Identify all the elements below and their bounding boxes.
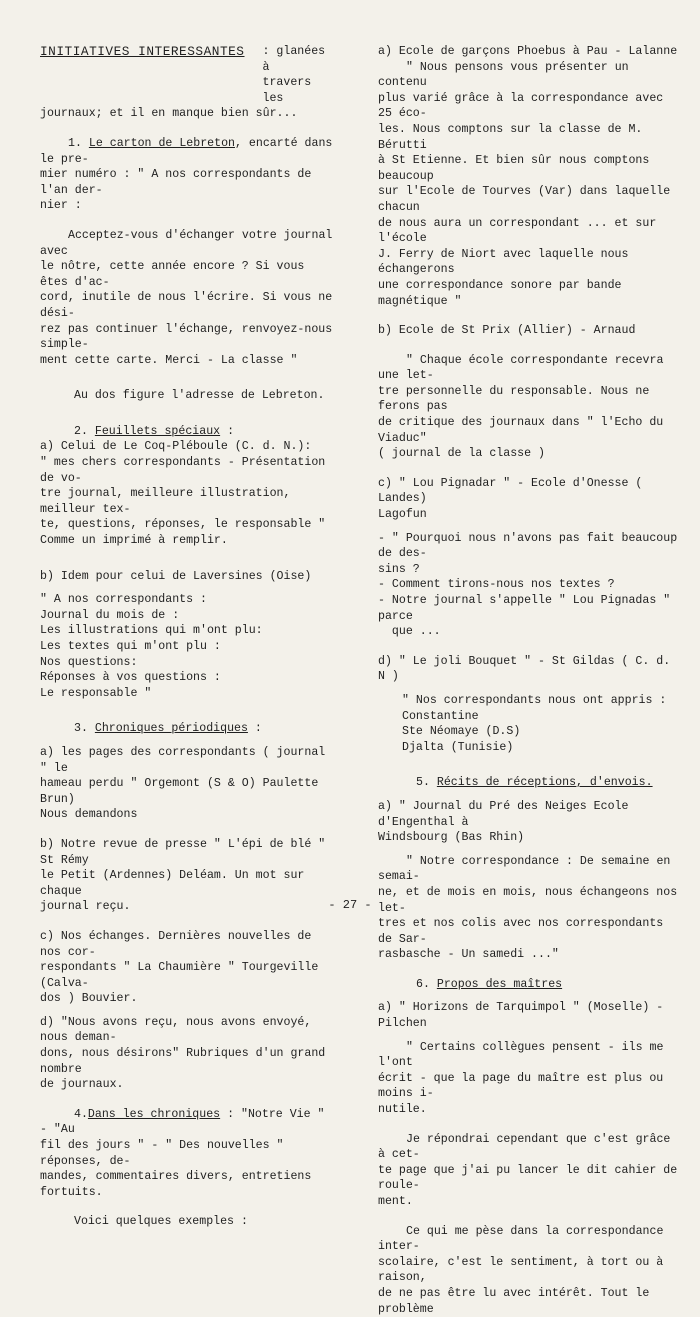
section-4-title: Dans les chroniques xyxy=(87,1107,221,1121)
example-c-text: - " Pourquoi nous n'avons pas fait beaucoup de des- sins ? - Comment tirons-nous nos textes ? - Notre journal s'appelle " Lou Pignadas " parce que ... xyxy=(378,531,678,639)
section-4-examples: Voici quelques exemples : xyxy=(74,1215,248,1229)
section-6-title: Propos des maîtres xyxy=(436,977,563,991)
section-2-colon: : xyxy=(220,424,235,438)
article-title: INITIATIVES INTERESSANTES xyxy=(40,44,245,59)
example-d-heading: d) " Le joli Bouquet " - St Gildas ( C. d. N ) xyxy=(378,654,678,684)
section-2-title: Feuillets spéciaux xyxy=(94,424,221,438)
section-4-text: : "Notre Vie " - "Au fil des jours " - " Des nouvelles " réponses, de- mandes, commentaires divers, entretiens fortuits. xyxy=(40,1107,325,1199)
example-a-text: " Nous pensons vous présenter un contenu plus varié grâce à la correspondance avec 25 éco- les. Nous comptons sur la classe de M. Bérutti à St Etienne. Et bien sûr nous comptons beaucoup sur l'Ecole de Tourves (Var) dans laquelle chacun de nous aura un correspondant ... et sur l'école J. Ferry de Niort avec laquelle nous échangerons une correspondance sonore par bande magnétique " xyxy=(378,60,671,308)
section-2-number: 2. xyxy=(74,424,95,438)
example-b-text: " Chaque école correspondante recevra une let- tre personnelle du responsable. Nous ne ferons pas de critique des journaux dans " l'Echo du Viaduc" ( journal de la classe ) xyxy=(378,353,664,461)
section-1 xyxy=(40,136,338,214)
section-3b: b) Notre revue de presse " L'épi de blé " St Rémy le Petit (Ardennes) Deléam. Un mot sur chaque journal reçu. xyxy=(40,837,326,914)
section-5-title: Récits de réceptions, d'envois. xyxy=(436,776,653,790)
section-3a: a) les pages des correspondants ( journal " le hameau perdu " Orgemont (S & O) Paulette Brun) Nous demandons xyxy=(40,745,326,822)
page-number: - 27 - xyxy=(328,898,372,912)
section-1-title: Le carton de Lebreton xyxy=(88,136,235,150)
section-3-number: 3. xyxy=(74,722,95,736)
section-5-heading xyxy=(378,775,680,791)
section-2b-list: " A nos correspondants : Journal du mois de : Les illustrations qui m'ont plu: Les textes qui m'ont plu : Nos questions: Réponses à vos questions : Le responsable " xyxy=(40,593,263,700)
section-3c: c) Nos échanges. Dernières nouvelles de nos cor- respondants " La Chaumière " Tourgeville (Calva- dos ) Bouvier. xyxy=(40,929,319,1006)
article-header xyxy=(40,44,338,106)
section-3-colon: : xyxy=(247,722,262,736)
left-column xyxy=(40,44,338,1230)
section-1-card-text: Acceptez-vous d'échanger votre journal avec le nôtre, cette année encore ? Si vous êtes d'ac- cord, inutile de nous l'écrire. Si vous ne dési- rez pas continuer l'échange, renvoyez-nous simple- ment cette carte. Merci - La classe " xyxy=(40,228,333,367)
example-d-text: " Nos correspondants nous ont appris : Constantine Ste Néomaye (D.S) Djalta (Tunisie) xyxy=(402,693,667,754)
section-5-number: 5. xyxy=(416,776,437,790)
section-6-number: 6. xyxy=(416,977,437,991)
section-4-number: 4. xyxy=(74,1107,88,1121)
section-6a-text-3: Ce qui me pèse dans la correspondance inter- scolaire, c'est le sentiment, à tort ou à raison, de ne pas être lu avec intérêt. Tout le problème xyxy=(378,1224,664,1316)
section-4 xyxy=(40,1107,338,1201)
section-6a-text-1: " Certains collègues pensent - ils me l'ont écrit - que la page du maître est plus ou moins i- nutile. xyxy=(378,1040,664,1117)
section-3-heading xyxy=(40,721,338,737)
section-2b: b) Idem pour celui de Laversines (Oise) xyxy=(40,569,312,583)
section-5a-text: " Notre correspondance : De semaine en semai- ne, et de mois en mois, nous échangeons nos let- tres et nos colis avec nos correspondants de Sar- rasbasche - Un samedi ..." xyxy=(378,854,678,962)
section-5a: a) " Journal du Pré des Neiges Ecole d'Engenthal à Windsbourg (Bas Rhin) xyxy=(378,799,629,845)
section-3d: d) "Nous avons reçu, nous avons envoyé, nous deman- dons, nous désirons" Rubriques d'un grand nombre de journaux. xyxy=(40,1015,326,1092)
section-1-back-note: Au dos figure l'adresse de Lebreton. xyxy=(74,389,325,403)
section-6a-text-2: Je répondrai cependant que c'est grâce à cet- te page que j'ai pu lancer le dit cahier de roule- ment. xyxy=(378,1132,678,1208)
section-2a: a) Celui de Le Coq-Pléboule (C. d. N.): " mes chers correspondants - Présentation de vo- tre journal, meilleure illustration, meilleur tex- te, questions, réponses, le responsable " Comme un imprimé à remplir. xyxy=(40,440,326,548)
right-column xyxy=(378,44,680,1317)
example-a-heading: a) Ecole de garçons Phoebus à Pau - Lalanne xyxy=(378,45,678,58)
section-3-title: Chroniques périodiques xyxy=(94,722,248,736)
section-1-number: 1. xyxy=(68,136,89,150)
section-2-heading xyxy=(40,424,338,440)
section-6-heading xyxy=(378,977,680,993)
example-b-heading: b) Ecole de St Prix (Allier) - Arnaud xyxy=(378,324,636,338)
example-c-heading: c) " Lou Pignadar " - Ecole d'Onesse ( Landes) Lagofun xyxy=(378,476,643,522)
intro-line: journaux; et il en manque bien sûr... xyxy=(40,107,298,121)
article-title-tail: : glanées à travers les xyxy=(262,45,326,105)
section-6a: a) " Horizons de Tarquimpol " (Moselle) - Pilchen xyxy=(378,1001,671,1031)
section-1-text: , encarté dans le pre- mier numéro : " A nos correspondants de l'an der- nier : xyxy=(40,136,333,213)
